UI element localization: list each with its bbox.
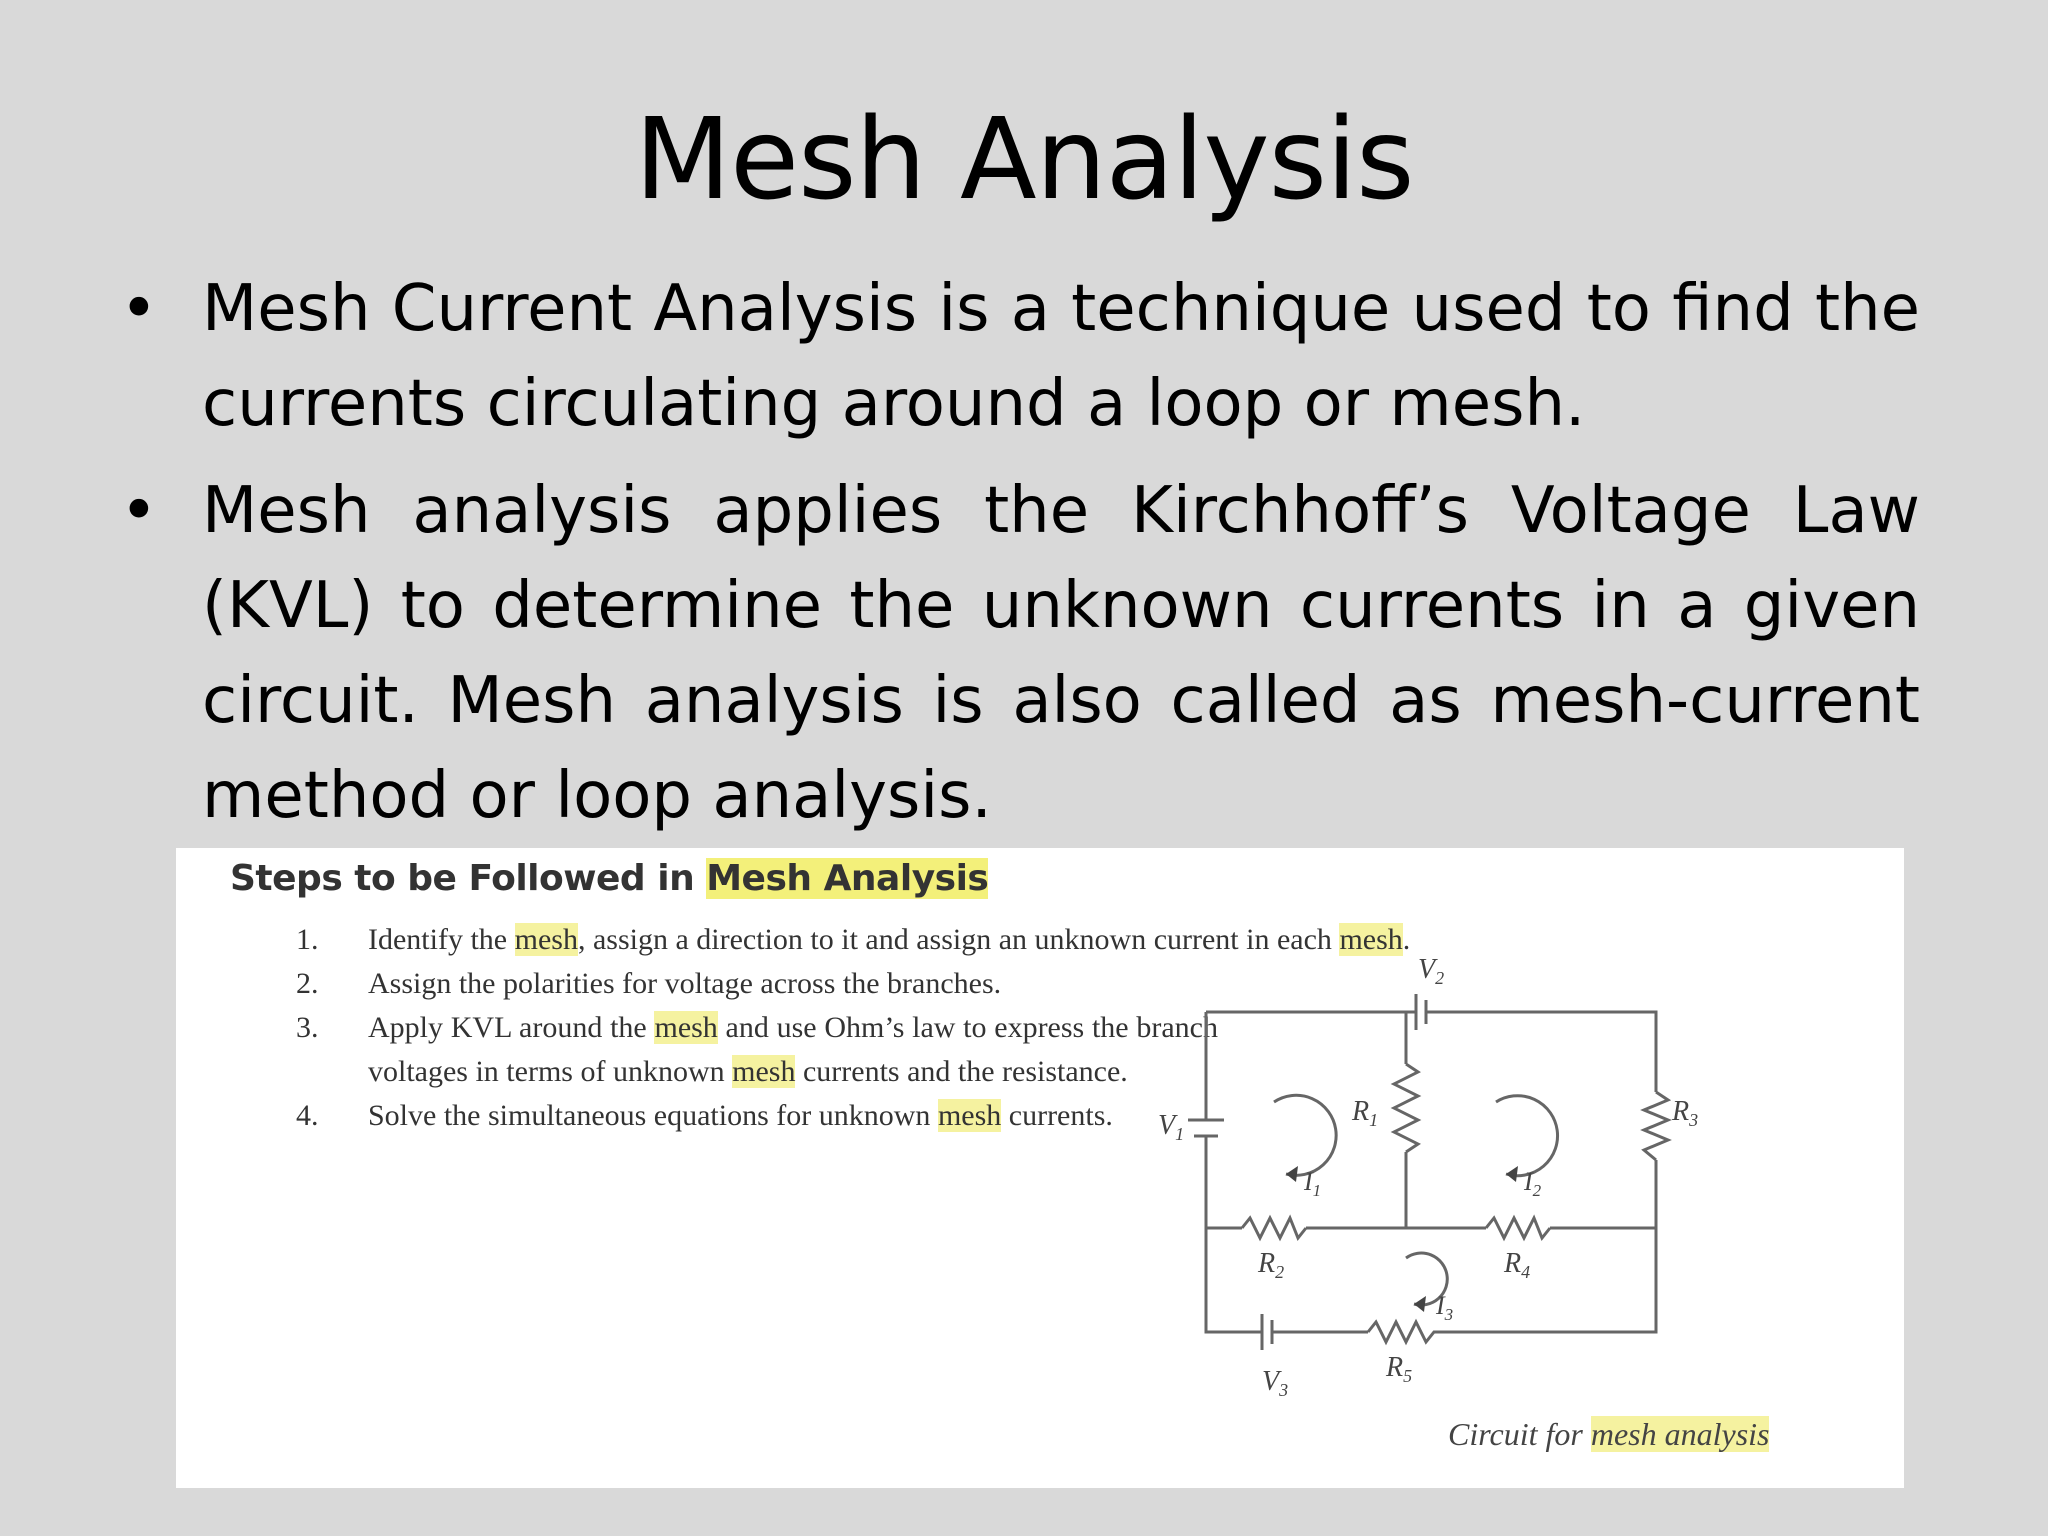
mesh-highlight: mesh <box>1339 923 1403 956</box>
step-number: 1. <box>296 923 319 956</box>
mesh-steps-figure <box>176 848 1904 1488</box>
resistor-r5 <box>1368 1322 1504 1342</box>
step-text-part: . <box>1402 923 1411 956</box>
bullet-text: Mesh analysis applies the Kirchhoff’s Voltage Law (KVL) to determine the unknown currents in a given circuit. Mesh analysis is also called as mesh-current method or loop analysis. <box>202 474 1920 833</box>
step-text <box>368 1094 1218 1138</box>
step-text-part: Assign the polarities for voltage across the branches. <box>368 967 1002 1000</box>
battery-v3 <box>1262 1314 1278 1350</box>
step-text-part: Solve the simultaneous equations for unknown <box>368 1099 938 1132</box>
label-v3: $V_3$ <box>1262 1366 1289 1400</box>
label-r5: $R_5$ <box>1386 1352 1413 1386</box>
bullet-list <box>120 262 1920 856</box>
figure-heading-prefix: Steps to be Followed in <box>230 858 707 899</box>
caption-prefix: Circuit for <box>1448 1416 1591 1452</box>
battery-v1 <box>1188 1120 1224 1136</box>
step-number: 2. <box>296 967 319 1000</box>
bullet-item <box>120 262 1920 452</box>
bullet-dot: • <box>120 272 158 346</box>
mesh-highlight: mesh <box>514 923 578 956</box>
step-text-part: Apply KVL around the <box>368 1011 655 1044</box>
label-r3: $R_3$ <box>1672 1096 1699 1130</box>
wire-left <box>1206 1012 1262 1332</box>
label-r1: $R_1$ <box>1352 1096 1379 1130</box>
mesh-highlight: mesh <box>937 1099 1002 1132</box>
step-number: 4. <box>296 1099 319 1132</box>
bullet-dot: • <box>120 474 158 548</box>
label-i2: $I_2$ <box>1524 1167 1542 1200</box>
figure-heading-highlight: Mesh Analysis <box>706 858 989 899</box>
bullet-text: Mesh Current Analysis is a technique used to find the currents circulating around a loop or mesh. <box>202 272 1920 441</box>
slide-title: Mesh Analysis <box>634 95 1414 225</box>
step-text-part: Identify the <box>368 923 515 956</box>
arrow-i1 <box>1286 1166 1298 1182</box>
figure-heading <box>230 858 988 899</box>
resistor-r4 <box>1486 1218 1550 1238</box>
mesh-current-arc-1 <box>1274 1095 1336 1175</box>
caption-highlight: mesh analysis <box>1590 1416 1770 1452</box>
mesh-current-arc-2 <box>1496 1096 1558 1176</box>
resistor-r2 <box>1242 1218 1306 1238</box>
figure-caption <box>1448 1416 1769 1453</box>
label-r4: $R_4$ <box>1504 1248 1531 1282</box>
mesh-highlight: mesh <box>732 1055 796 1088</box>
resistor-r3 <box>1644 1092 1668 1160</box>
label-i3: $I_3$ <box>1436 1291 1454 1324</box>
bullet-item <box>120 464 1920 844</box>
label-v1: $V_1$ <box>1158 1110 1185 1144</box>
step-text-part: currents and the resistance. <box>795 1055 1128 1088</box>
step-text <box>368 1006 1218 1094</box>
step-text <box>368 967 1001 1000</box>
battery-v2 <box>1416 994 1452 1030</box>
label-v2: $V_2$ <box>1418 954 1445 988</box>
step-text-part: and use Ohm’s law to express the branch voltages in terms of unknown <box>368 1011 1218 1088</box>
label-r2: $R_2$ <box>1258 1248 1285 1282</box>
arrow-i3 <box>1414 1296 1426 1312</box>
step-text-part: currents. <box>1001 1099 1113 1132</box>
mesh-highlight: mesh <box>654 1011 718 1044</box>
resistor-r1 <box>1394 1064 1418 1152</box>
step-text-part: , assign a direction to it and assign an unknown current in each <box>577 923 1340 956</box>
label-i1: $I_1$ <box>1304 1167 1322 1200</box>
arrow-i2 <box>1506 1166 1518 1182</box>
mesh-circuit-diagram <box>1156 952 1876 1422</box>
step-number: 3. <box>296 1011 319 1044</box>
wire-top-right <box>1452 1012 1656 1092</box>
